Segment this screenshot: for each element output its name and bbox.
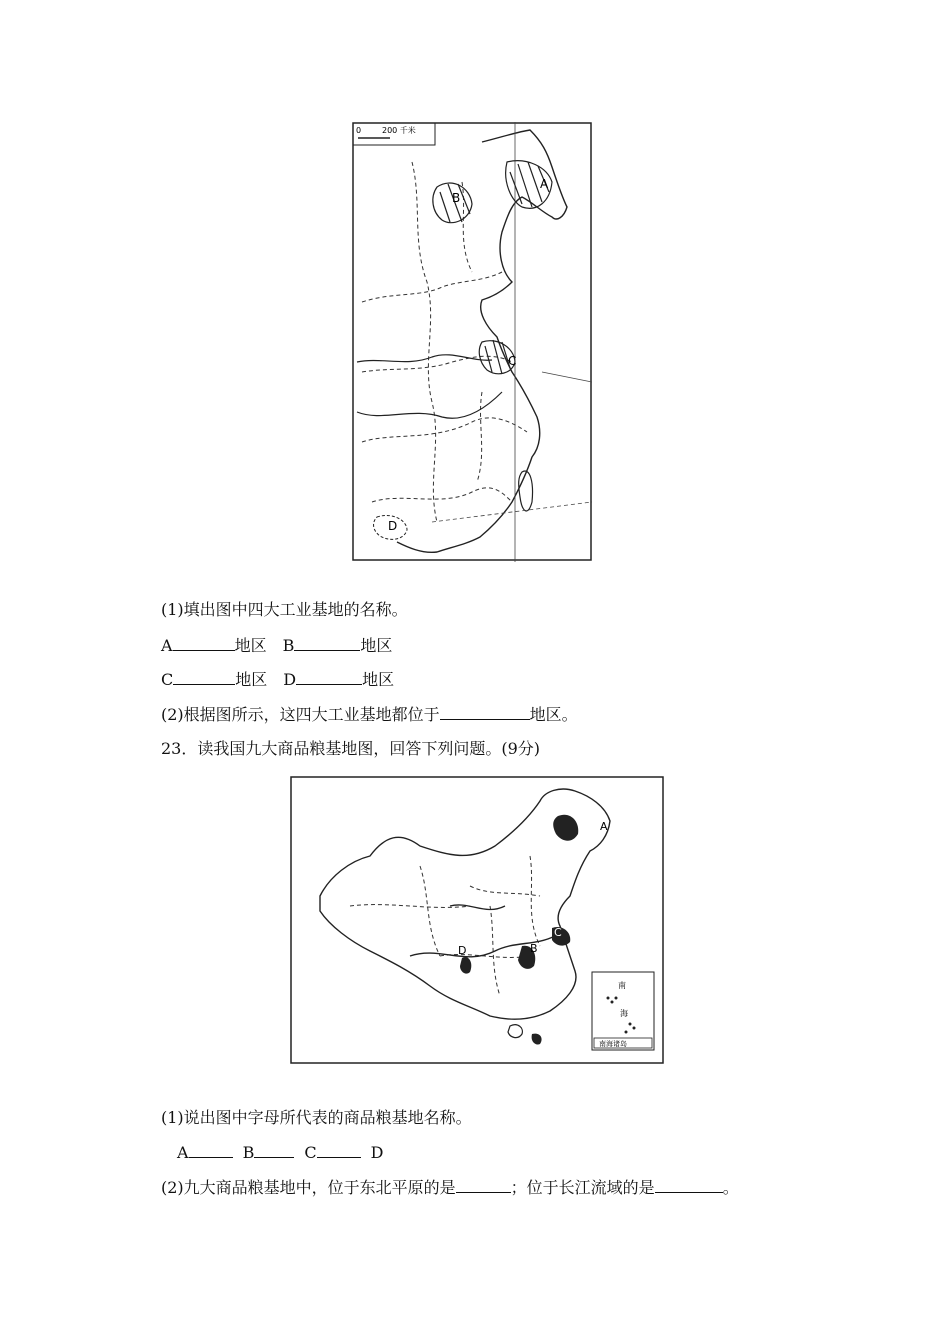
map1-label-c: C	[508, 354, 517, 368]
answer-blank-region[interactable]	[440, 704, 530, 720]
map2-label-c: C	[554, 926, 562, 939]
industrial-base-map	[352, 122, 592, 562]
q22-part2-suffix: 地区。	[529, 705, 578, 724]
answer-blank-c[interactable]	[173, 669, 235, 685]
q23-part2	[161, 1177, 739, 1198]
scale-zero: 0	[356, 126, 362, 135]
q23-letter-a: A	[177, 1143, 189, 1162]
map2-label-a: A	[600, 820, 608, 833]
map2-label-b: B	[530, 942, 538, 955]
answer-blank-a[interactable]	[173, 635, 235, 651]
inset-char-2: 海	[620, 1009, 628, 1018]
q22-row-cd	[161, 669, 394, 690]
scale-label: 200 千米	[382, 126, 416, 135]
q23-title: 23．读我国九大商品粮基地图，回答下列问题。(9分)	[161, 739, 541, 758]
q22-letter-d: D	[283, 670, 297, 689]
inset-char-1: 南	[618, 981, 626, 990]
q22-region-b: 地区	[360, 636, 393, 655]
q23-letter-b: B	[242, 1143, 255, 1162]
grain-base-map	[290, 776, 664, 1064]
answer-blank-yangtze[interactable]	[655, 1177, 723, 1193]
q22-region-c: 地区	[235, 670, 268, 689]
q22-row-ab	[161, 635, 392, 656]
q22-letter-a: A	[161, 636, 173, 655]
q22-region-a: 地区	[234, 636, 267, 655]
map1-label-a: A	[540, 177, 549, 191]
q23-row-abcd	[177, 1142, 383, 1163]
answer-blank-q23-c[interactable]	[317, 1142, 361, 1158]
q22-part1: (1)填出图中四大工业基地的名称。	[161, 600, 408, 619]
q22-part2-prefix: (2)根据图所示，这四大工业基地都位于	[161, 705, 440, 724]
q23-letter-d: D	[370, 1143, 384, 1162]
q23-part2-a: (2)九大商品粮基地中，位于东北平原的是	[161, 1178, 456, 1197]
inset-label: 南海诸岛	[599, 1040, 627, 1048]
q23-part1: (1)说出图中字母所代表的商品粮基地名称。	[161, 1108, 472, 1127]
answer-blank-q23-b[interactable]	[254, 1142, 294, 1158]
q22-region-d: 地区	[362, 670, 395, 689]
q22-part2	[161, 704, 578, 725]
q22-letter-b: B	[282, 636, 295, 655]
answer-blank-d[interactable]	[296, 669, 362, 685]
map1-label-b: B	[452, 191, 461, 205]
q23-part2-b: ；位于长江流域的是	[510, 1178, 655, 1197]
answer-blank-b[interactable]	[294, 635, 360, 651]
q22-letter-c: C	[161, 670, 174, 689]
q23-letter-c: C	[304, 1143, 317, 1162]
q23-part2-end: 。	[722, 1178, 739, 1197]
map1-label-d: D	[388, 519, 398, 533]
answer-blank-q23-a[interactable]	[189, 1142, 233, 1158]
map2-label-d: D	[458, 944, 467, 957]
answer-blank-northeast[interactable]	[456, 1177, 511, 1193]
